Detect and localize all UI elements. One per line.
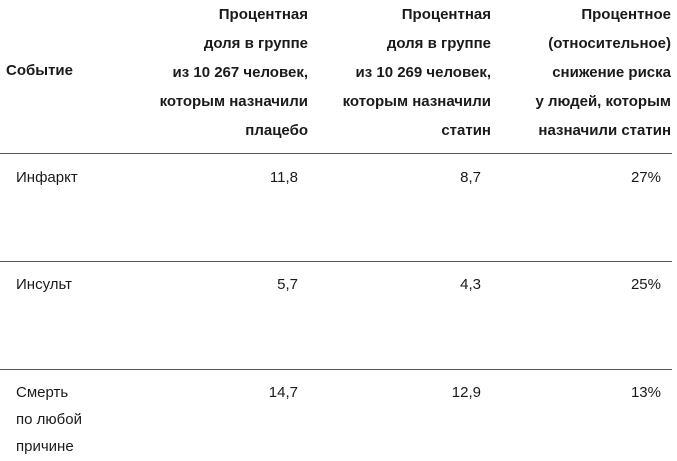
row-statin-value: 8,7: [460, 169, 481, 186]
header-placebo-percent: Процентная доля в группе из 10 267 человек, которым назначили плацебо: [159, 6, 308, 139]
row-event-label: Инсульт: [16, 276, 73, 293]
header-statin-percent: Процентная доля в группе из 10 269 человек, которым назначили статин: [342, 6, 491, 139]
row-event-label: Инфаркт: [16, 169, 78, 186]
row-reduction-value: 27%: [630, 169, 661, 186]
row-divider: [0, 369, 672, 370]
row-event-label: Смерть по любой причине: [16, 384, 82, 455]
row-statin-value: 4,3: [460, 276, 481, 293]
row-reduction-value: 25%: [630, 276, 661, 293]
header-risk-reduction: Процентное (относительное) снижение риска у людей, которым назначили статин: [535, 6, 671, 139]
row-placebo-value: 11,8: [269, 169, 298, 186]
row-placebo-value: 5,7: [277, 276, 298, 293]
row-statin-value: 12,9: [451, 384, 481, 401]
row-reduction-value: 13%: [630, 384, 661, 401]
header-event: Событие: [6, 62, 73, 79]
header-divider: [0, 153, 672, 154]
row-placebo-value: 14,7: [268, 384, 298, 401]
row-divider: [0, 261, 672, 262]
